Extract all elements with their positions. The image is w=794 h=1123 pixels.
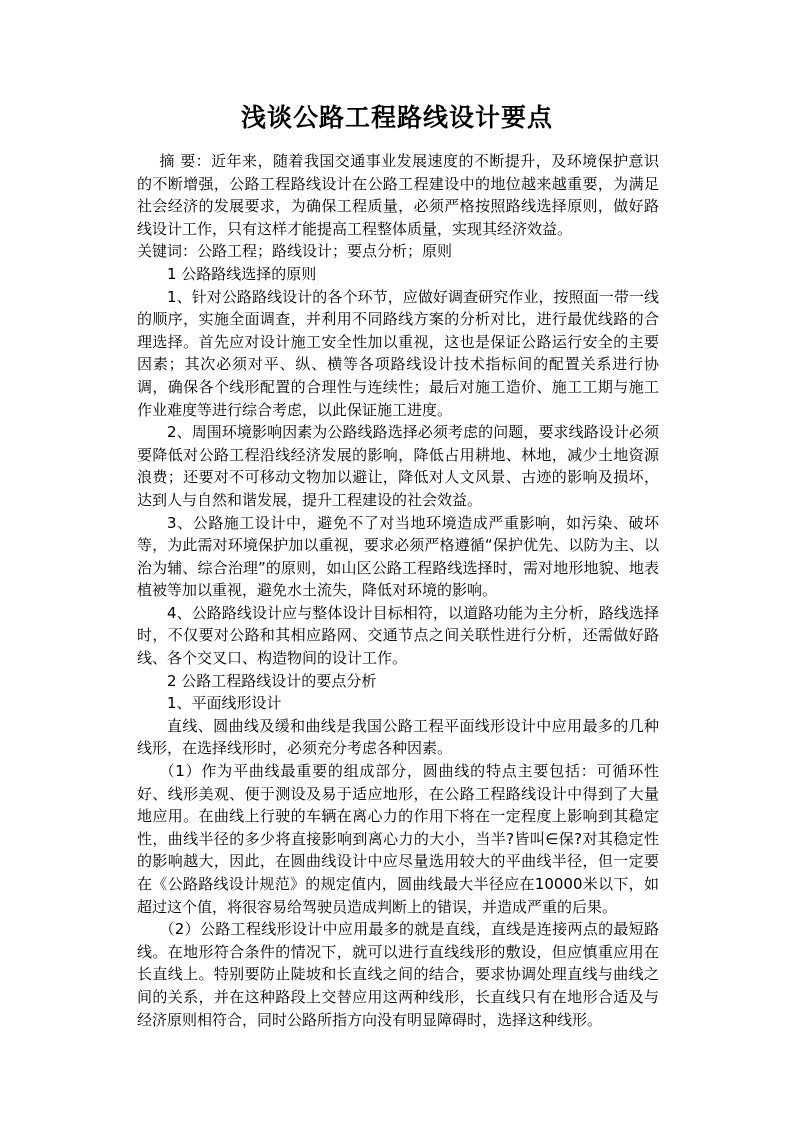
section-1-paragraph-2: 2、周围环境影响因素为公路线路选择必须考虑的问题，要求线路设计必须要降低对公路工程沿线经济发展的影响，降低占用耕地、林地，减少土地资源浪费；还要对不可移动文物加以避让，降低对人文风景、古迹的影响及损坏，达到人与自然和谐发展，提升工程建设的社会效益。 — [137, 423, 659, 509]
section-1-paragraph-4: 4、公路路线设计应与整体设计目标相符，以道路功能为主分析，路线选择时，不仅要对公路和其相应路网、交通节点之间关联性进行分析，还需做好路线、各个交叉口、构造物间的设计工作。 — [137, 603, 659, 668]
keywords-line: 关键词：公路工程；路线设计；要点分析；原则 — [137, 242, 453, 261]
section-2-paragraph-3: （2）公路工程线形设计中应用最多的就是直线，直线是连接两点的最短路线。在地形符合条件的情况下，就可以进行直线线形的敷设，但应慎重应用在长直线上。特别要防止陡坡和长直线之间的结合，要求协调处理直线与曲线之间的关系，并在这种路段上交替应用这两种线形，长直线只有在地形合适及与经济原则相符合，同时公路所指方向没有明显障碍时，选择这种线形。 — [137, 920, 659, 1029]
section-2-paragraph-2: （1）作为平曲线最重要的组成部分，圆曲线的特点主要包括：可循环性好、线形美观、便于测设及易于适应地形，在公路工程路线设计中得到了大量地应用。在曲线上行驶的车辆在离心力的作用下将在一定程度上影响到其稳定性，曲线半径的多少将直接影响到离心力的大小，当半?皆叫∈保?对其稳定性的影响越大，因此，在圆曲线设计中应尽量选用较大的平曲线半径，但一定要在《公路路线设计规范》的规定值内，圆曲线最大半径应在10000米以下，如超过这个值，将很容易给驾驶员造成判断上的错误，并造成严重的后果。 — [137, 762, 659, 916]
section-2-paragraph-1: 直线、圆曲线及缓和曲线是我国公路工程平面线形设计中应用最多的几种线形，在选择线形时，必须充分考虑各种因素。 — [137, 716, 659, 758]
page-title: 浅谈公路工程路线设计要点 — [240, 103, 553, 132]
section-1-heading: 1 公路路线选择的原则 — [167, 264, 317, 283]
abstract-paragraph: 摘 要：近年来，随着我国交通事业发展速度的不断提升，及环境保护意识的不断增强，公路工程路线设计在公路工程建设中的地位越来越重要，为满足社会经济的发展要求，为确保工程质量，必须严格按照路线选择原则，做好路线设计工作，只有这样才能提高工程整体质量，实现其经济效益。 — [137, 152, 659, 238]
section-2-heading: 2 公路工程路线设计的要点分析 — [167, 671, 377, 690]
section-1-paragraph-1: 1、针对公路路线设计的各个环节，应做好调查研究作业，按照面一带一线的顺序，实施全面调查，并利用不同路线方案的分析对比，进行最优线路的合理选择。首先应对设计施工安全性加以重视，这也是保证公路运行安全的主要因素；其次必须对平、纵、横等各项路线设计技术指标间的配置关系进行协调，确保各个线形配置的合理性与连续性；最后对施工造价、施工工期与施工作业难度等进行综合考虑，以此保证施工进度。 — [137, 287, 659, 419]
section-2-subheading-1: 1、平面线形设计 — [167, 694, 282, 713]
document-body — [137, 150, 659, 1031]
section-1-paragraph-3: 3、公路施工设计中，避免不了对当地环境造成严重影响，如污染、破坏等，为此需对环境保护加以重视，要求必须严格遵循“保护优先、以防为主、以治为辅、综合治理”的原则，如山区公路工程路线选择时，需对地形地貌、地表植被等加以重视，避免水土流失，降低对环境的影响。 — [137, 513, 659, 600]
